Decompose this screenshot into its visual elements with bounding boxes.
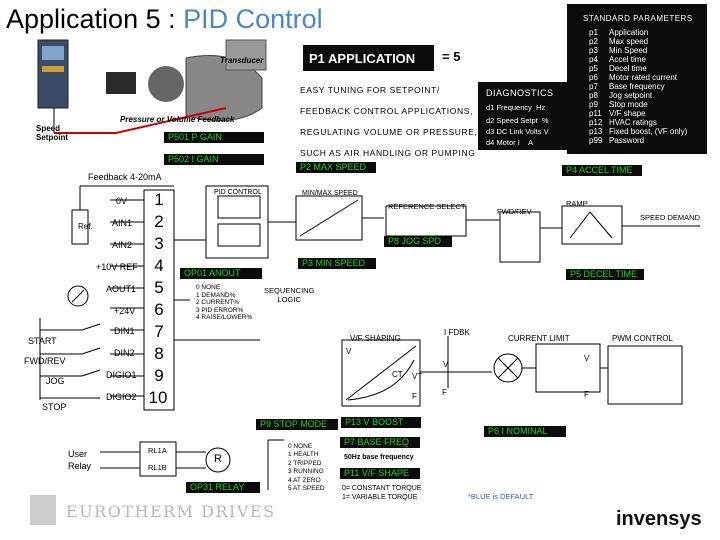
terminal-number: 5 bbox=[154, 278, 164, 297]
fwd-rev-label: FWD/REV bbox=[497, 207, 532, 216]
relay-option: 2 TRIPPED bbox=[288, 459, 322, 467]
vf-shaping-label: V/F SHAPING bbox=[350, 334, 401, 343]
eurotherm-logo-mark bbox=[30, 495, 56, 525]
anout-option: 0 NONE bbox=[196, 284, 221, 291]
anout-option: 2 CURRENT% bbox=[196, 299, 239, 306]
param-row: p8 Jog setpoint bbox=[589, 91, 653, 100]
description-line: FEEDBACK CONTROL APPLICATIONS, bbox=[300, 106, 473, 116]
ramp-label: RAMP bbox=[566, 199, 588, 208]
p7-tag: P7 BASE FREQ bbox=[340, 437, 420, 448]
rl1b-label: RL1B bbox=[148, 463, 167, 472]
equals-five: = 5 bbox=[442, 49, 461, 64]
terminal-number: 1 bbox=[154, 190, 164, 209]
terminal-number: 9 bbox=[154, 366, 164, 385]
fwd-rev-switch-label: FWD/REV bbox=[24, 356, 66, 366]
terminal-number: 4 bbox=[154, 256, 164, 275]
relay-option: 3 RUNNING bbox=[288, 468, 324, 476]
title-highlight: PID Control bbox=[183, 4, 323, 34]
description-line: EASY TUNING FOR SETPOINT/ bbox=[300, 85, 440, 95]
p1-application-label: P1 APPLICATION bbox=[309, 51, 416, 66]
pwm-control-label: PWM CONTROL bbox=[612, 334, 673, 343]
terminal-label: +10V REF bbox=[96, 262, 138, 272]
param-row: p7 Base frequency bbox=[589, 82, 665, 91]
min-max-speed-label: MIN/MAX SPEED bbox=[302, 190, 358, 197]
anout-options bbox=[196, 284, 252, 322]
feedback-label: Feedback 4-20mA bbox=[88, 172, 162, 182]
param-row: p13 Fixed boost, (VF only) bbox=[589, 127, 688, 136]
param-row: p1 Application bbox=[589, 28, 649, 37]
p13-tag: P13 V BOOST bbox=[341, 417, 421, 428]
op31-tag: OP31 RELAY bbox=[186, 482, 260, 493]
terminal-number: 10 bbox=[148, 388, 168, 407]
anout-option: 4 RAISE/LOWER% bbox=[196, 314, 253, 321]
param-row: p11 V/F shape bbox=[589, 109, 646, 118]
relay-options bbox=[288, 443, 325, 493]
vf-options: 0= CONSTANT TORQUE 1= VARIABLE TORQUE bbox=[342, 485, 422, 501]
terminal-number: 7 bbox=[154, 322, 164, 341]
relay-r-label: R bbox=[214, 453, 222, 465]
eurotherm-logo: EUROTHERM DRIVES bbox=[66, 502, 276, 521]
terminal-label: DIN2 bbox=[114, 348, 135, 358]
base-freq-note: 50Hz base frequency bbox=[344, 454, 414, 461]
ref-label: Ref. bbox=[78, 222, 93, 231]
sequencing-label: SEQUENCING LOGIC bbox=[264, 286, 315, 304]
speed-setpoint-label: Speed Setpoint bbox=[36, 124, 68, 142]
current-limit-label: CURRENT LIMIT bbox=[508, 334, 570, 343]
terminal-number: 6 bbox=[154, 300, 164, 319]
param-row: p2 Max speed bbox=[589, 37, 649, 46]
limit-f-label: F bbox=[584, 390, 589, 399]
relay-option: 1 HEALTH bbox=[288, 451, 319, 459]
p11-tag: P11 V/F SHAPE bbox=[340, 468, 420, 479]
p8-tag: P8 JOG SPD bbox=[384, 236, 452, 247]
param-row: p6 Motor rated current bbox=[589, 73, 678, 82]
p5-tag: P5 DECEL TIME bbox=[566, 269, 644, 280]
diag-row: d4 Motor I A bbox=[486, 138, 534, 147]
invensys-logo: invensys bbox=[616, 508, 702, 530]
description-line: SUCH AS AIR HANDLING OR PUMPING bbox=[300, 148, 476, 158]
ifdbk-label: I FDBK bbox=[444, 328, 470, 337]
ct-label: CT bbox=[392, 370, 403, 379]
relay-option: 5 AT SPEED bbox=[288, 485, 325, 493]
terminal-label: 0V bbox=[116, 196, 128, 206]
start-switch-label: START bbox=[28, 336, 57, 346]
f-axis-label: F bbox=[412, 392, 417, 401]
param-row: p9 Stop mode bbox=[589, 100, 648, 109]
terminal-number: 2 bbox=[154, 212, 164, 231]
p2-tag: P2 MAX SPEED bbox=[296, 162, 376, 173]
diag-row: d3 DC Link Volts V bbox=[486, 127, 549, 136]
user-relay-label: User Relay bbox=[68, 449, 92, 471]
pressure-feedback-label: Pressure or Volume Feedback bbox=[120, 115, 235, 124]
terminal-label: DIGIO2 bbox=[106, 392, 137, 402]
relay-option: 4 AT ZERO bbox=[288, 476, 321, 484]
title-prefix: Application 5 : bbox=[6, 4, 184, 34]
terminal-number: 8 bbox=[154, 344, 164, 363]
param-row: p5 Decel time bbox=[589, 64, 647, 73]
param-row: p4 Accel time bbox=[589, 55, 646, 64]
terminal-label: DIN1 bbox=[114, 326, 135, 336]
current-f-label: F bbox=[442, 388, 447, 397]
speed-demand-label: SPEED DEMAND bbox=[640, 213, 701, 222]
current-v-label: V bbox=[443, 360, 449, 369]
param-row: p12 HVAC ratings bbox=[589, 118, 657, 127]
relay-option: 0 NONE bbox=[288, 443, 313, 450]
rl1a-label: RL1A bbox=[148, 446, 167, 455]
limit-v-label: V bbox=[584, 354, 590, 363]
op01-tag: OP01 ANOUT bbox=[180, 268, 262, 279]
terminal-label: AIN2 bbox=[112, 240, 133, 250]
description-line: REGULATING VOLUME OR PRESSURE, bbox=[300, 127, 478, 137]
terminal-number: 3 bbox=[154, 234, 164, 253]
param-row: p99 Password bbox=[589, 136, 645, 145]
transducer-label: Transducer bbox=[220, 56, 264, 65]
diagnostics-heading: DIAGNOSTICS bbox=[486, 88, 554, 98]
p502-tag: P502 I GAIN bbox=[164, 154, 264, 165]
reference-select-label: REFERENCE SELECT bbox=[388, 202, 466, 211]
v-axis-label: V bbox=[346, 347, 352, 356]
diag-row: d2 Speed Setpt % bbox=[486, 116, 549, 125]
p3-tag: P3 MIN SPEED bbox=[298, 258, 376, 269]
p4-tag: P4 ACCEL TIME bbox=[562, 165, 642, 176]
diag-row: d1 Frequency Hz bbox=[486, 103, 546, 112]
pid-control-label: PID CONTROL bbox=[214, 189, 262, 196]
param-row: p3 Min Speed bbox=[589, 46, 648, 55]
p501-tag: P501 P GAIN bbox=[164, 132, 264, 143]
jog-switch-label: JOG bbox=[46, 376, 65, 386]
blue-default-note: *BLUE is DEFAULT bbox=[468, 492, 534, 501]
anout-option: 3 PID ERROR% bbox=[196, 306, 244, 314]
p9-tag: P9 STOP MODE bbox=[256, 419, 338, 430]
terminal-label: DIGIO1 bbox=[106, 370, 137, 380]
stop-switch-label: STOP bbox=[42, 402, 67, 412]
p6-tag: P6 I NOMINAL bbox=[484, 426, 566, 437]
terminal-label: +24V bbox=[114, 306, 136, 316]
anout-option: 1 DEMAND% bbox=[196, 291, 236, 299]
standard-parameters-heading: STANDARD PARAMETERS bbox=[583, 14, 693, 23]
terminal-label: AOUT1 bbox=[106, 284, 137, 294]
terminal-label: AIN1 bbox=[112, 218, 133, 228]
vt-label: VT bbox=[412, 372, 423, 381]
